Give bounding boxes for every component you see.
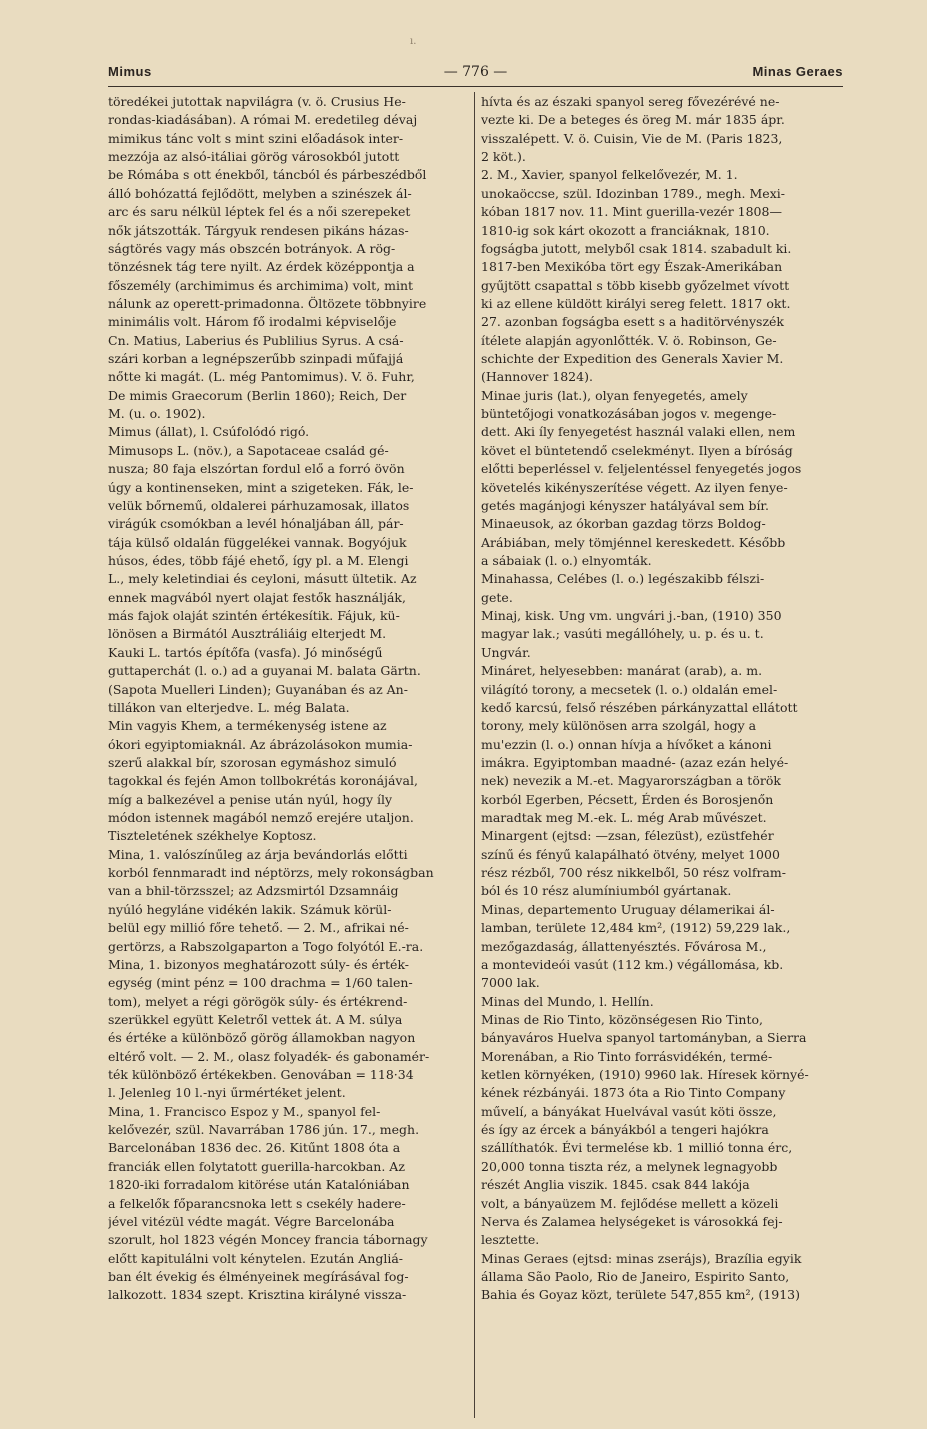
right-column-line: maradtak meg M.-ek. L. még Arab művészet. [481, 810, 767, 826]
left-column-line: velük bőrnemű, oldalerei párhuzamosak, illatos [108, 497, 410, 513]
page-header [108, 64, 843, 84]
right-column-line: Minargent (ejtsd: —zsan, félezüst), ezüstfehér [481, 828, 774, 844]
right-column-line: fogságba jutott, melyből csak 1814. szabadult ki. [481, 240, 792, 256]
scan-artifact: ı. [410, 36, 417, 47]
left-column-line: ték különböző értékekben. Genovában = 118·34 [108, 1067, 414, 1083]
left-column-line: franciák ellen folytatott guerilla-harcokban. Az [108, 1158, 405, 1174]
left-column-line: szerű alakkal bír, szorosan egymáshoz simuló [108, 754, 397, 770]
right-column-line: bányaváros Huelva spanyol tartományban, a Sierra [481, 1030, 807, 1046]
left-column-line: szerükkel együtt Keletről vettek át. A M. súlya [108, 1011, 403, 1027]
left-column-line: l. Jelenleg 10 l.-nyi űrmértéket jelent. [108, 1085, 346, 1101]
running-head-left: Mimus [108, 64, 152, 79]
left-column-line: töredékei jutottak napvilágra (v. ö. Crusius He- [108, 94, 406, 109]
header-rule [108, 86, 843, 87]
right-column-line: előtti beperléssel v. feljelentéssel fenyegetés jogos [481, 461, 802, 477]
right-column-line: 20,000 tonna tiszta réz, a melynek legnagyobb [481, 1158, 778, 1174]
left-column-line: ban élt évekig és élményeinek megírásával fog- [108, 1269, 409, 1284]
right-column-line: (Hannover 1824). [481, 369, 593, 385]
left-column-line: mezzója az alsó-itáliai görög városokból jutott [108, 149, 400, 165]
left-column-line: szári korban a legnépszerűbb szinpadi műfajjá [108, 351, 404, 367]
right-column-line: visszalépett. V. ö. Cuisin, Vie de M. (Paris 1823, [481, 130, 783, 146]
left-column-line: úgy a kontinenseken, mint a szigeteken. Fák, le- [108, 479, 414, 495]
right-column-line: ki az ellene küldött királyi sereg felett. 1817 okt. [481, 295, 791, 311]
right-column-line: művelí, a bányákat Huelvával vasút köti össze, [481, 1103, 777, 1119]
left-column-line: egység (mint pénz = 100 drachma = 1/60 talen- [108, 975, 413, 991]
left-column-line: ságtörés vagy más obszcén botrányok. A rög- [108, 240, 396, 256]
right-column-line: Arábiában, mely tömjénnel kereskedett. Később [481, 534, 786, 550]
right-column-line: a sábaiak (l. o.) elnyomták. [481, 552, 652, 568]
left-column-line: tönzésnek tág tere nyilt. Az érdek középpontja a [108, 259, 415, 275]
right-column-line: Minahassa, Celébes (l. o.) legészakibb félszi- [481, 571, 765, 587]
right-column-line: kóban 1817 nov. 11. Mint guerilla-vezér 1808— [481, 204, 782, 220]
left-column-line: Mimusops L. (növ.), a Sapotaceae család gé- [108, 442, 389, 458]
left-column-line: eltérő volt. — 2. M., olasz folyadék- és gabonamér- [108, 1048, 430, 1064]
left-column-line: Cn. Matius, Laberius és Publilius Syrus. A csá- [108, 332, 404, 348]
right-column-line: követ el büntetendő cselekményt. Ilyen a bíróság [481, 442, 793, 458]
left-column-line: ókori egyiptomiaknál. Az ábrázolásokon mumia- [108, 736, 413, 752]
left-column-line: más fajok olaját szintén értékesítik. Fájuk, kü- [108, 608, 400, 624]
right-column-line: Ungvár. [481, 644, 531, 660]
left-column-line: ennek magvából nyert olajat festők használják, [108, 589, 406, 605]
right-column-line: 1810-ig sok kárt okozott a franciáknak, 1810. [481, 222, 770, 238]
running-head-right: Minas Geraes [752, 64, 843, 79]
left-column-line: mimikus tánc volt s mint szini előadások inter- [108, 130, 404, 146]
right-column-line: Minas, departemento Uruguay délamerikai ál- [481, 901, 775, 917]
right-column-line: a montevideói vasút (112 km.) végállomása, kb. [481, 956, 784, 972]
column-separator [474, 92, 475, 1418]
right-column-line: 2 köt.). [481, 149, 526, 165]
right-column-line: Minas Geraes (ejtsd: minas zserájs), Brazília egyik [481, 1250, 802, 1266]
right-column-line: állama São Paolo, Rio de Janeiro, Espirito Santo, [481, 1269, 790, 1284]
right-column-line: mu'ezzin (l. o.) onnan hívja a hívőket a kánoni [481, 736, 772, 752]
left-column-line: tagokkal és fején Amon tollbokrétás koronájával, [108, 773, 418, 789]
right-column-line: nek) nevezik a M.-et. Magyarországban a török [481, 773, 781, 789]
right-column-line: imákra. Egyiptomban maadné- (azaz ezán helyé- [481, 754, 789, 770]
left-column-line: korból fennmaradt ind néptörzs, mely rokonságban [108, 865, 434, 881]
left-column-line: jével vitézül védte magát. Végre Barcelonába [108, 1213, 395, 1229]
left-column-line: a felkelők főparancsnoka lett s csekély hadere- [108, 1195, 406, 1211]
right-column-line: mezőgazdaság, állattenyésztés. Fővárosa M., [481, 938, 767, 954]
left-column-line: gertörzs, a Rabszolgaparton a Togo folyótól E.-ra. [108, 938, 424, 954]
left-column-line: és értéke a különböző görög államokban nagyon [108, 1030, 416, 1046]
left-column-line: Tiszteletének székhelye Koptosz. [108, 828, 317, 844]
right-column-line: szállíthatók. Évi termelése kb. 1 millió tonna érc, [481, 1140, 793, 1156]
left-column-line: nőtte ki magát. (L. még Pantomimus). V. ö. Fuhr, [108, 369, 415, 385]
right-column-line: rész rézből, 700 rész nikkelből, 50 rész volfram- [481, 865, 786, 881]
page-number: — 776 — [443, 64, 508, 80]
left-column-line: van a bhil-törzsszel; az Adzsmirtól Dzsamnáig [108, 883, 399, 899]
left-column-line: guttaperchát (l. o.) ad a guyanai M. balata Gärtn. [108, 663, 421, 679]
left-column-line: főszemély (archimimus és archimima) volt, mint [108, 277, 414, 293]
right-column-line: schichte der Expedition des Generals Xavier M. [481, 351, 784, 367]
left-column-line: módon istennek magából nemző erejére utaljon. [108, 810, 414, 826]
right-column-line: lamban, területe 12,484 km², (1912) 59,229 lak., [481, 920, 791, 936]
right-column-line: világító torony, a mecsetek (l. o.) oldalán emel- [481, 681, 778, 697]
right-column-line: Minas del Mundo, l. Hellín. [481, 993, 654, 1009]
left-column-line: tája külső oldalán függelékei vannak. Bogyójuk [108, 534, 407, 550]
left-column-line: minimális volt. Három fő irodalmi képviselője [108, 314, 397, 330]
left-column-line: Kauki L. tartós építőfa (vasfa). Jó minőségű [108, 644, 383, 660]
right-column-line: Morenában, a Rio Tinto forrásvidékén, termé- [481, 1048, 773, 1064]
right-column-line: volt, a bányaüzem M. fejlődése mellett a közeli [481, 1195, 779, 1211]
right-column-line: Minae juris (lat.), olyan fenyegetés, amely [481, 387, 748, 403]
right-column-line: ból és 10 rész alumíniumból gyártanak. [481, 883, 732, 899]
right-column-line: 2. M., Xavier, spanyol felkelővezér, M. 1. [481, 167, 738, 183]
right-column-line: korból Egerben, Pécsett, Érden és Borosjenőn [481, 791, 774, 807]
right-column-line: Minaj, kisk. Ung vm. ungvári j.-ban, (1910) 350 [481, 608, 782, 624]
right-column-line: unokaöccse, szül. Idozinban 1789., megh. Mexi- [481, 185, 785, 201]
left-column-line: szorult, hol 1823 végén Moncey francia tábornagy [108, 1232, 428, 1248]
left-column [108, 93, 468, 1305]
left-column-line: előtt kapitulálni volt kénytelen. Ezután Angliá- [108, 1250, 404, 1266]
right-column-line: lesztette. [481, 1232, 540, 1248]
right-column-line: gyűjtött csapattal s több kisebb győzelmet vívott [481, 277, 790, 293]
right-column-line: torony, mely különösen arra szolgál, hogy a [481, 718, 757, 734]
right-column-line: büntetőjogi vonatkozásában jogos v. megenge- [481, 406, 777, 422]
left-column-line: belül egy millió főre tehető. — 2. M., afrikai né- [108, 920, 409, 936]
left-column-line: nyúló hegyláne vidékén lakik. Számuk körül- [108, 901, 392, 917]
left-column-line: Mimus (állat), l. Csúfolódó rigó. [108, 424, 310, 440]
left-column-line: L., mely keletindiai és ceyloni, másutt ültetik. Az [108, 571, 417, 587]
right-column-line: getés magánjogi kényszer hatályával sem bír. [481, 497, 770, 513]
right-column-line: követelés kikényszerítése végett. Az ilyen fenye- [481, 479, 788, 495]
left-column-line: De mimis Graecorum (Berlin 1860); Reich, Der [108, 387, 407, 403]
left-column-line: tom), melyet a régi görögök súly- és értékrend- [108, 993, 408, 1009]
right-column-line: dett. Aki íly fenyegetést használ valaki ellen, nem [481, 424, 796, 440]
right-column-line: Bahia és Goyaz közt, területe 547,855 km², (1913) [481, 1287, 800, 1303]
left-column-line: Mina, 1. valószínűleg az árja bevándorlás előtti [108, 846, 408, 862]
left-column-line: álló bohózattá fejlődött, melyben a szinészek ál- [108, 185, 412, 201]
left-column-line: nusza; 80 faja elszórtan fordul elő a forró övön [108, 461, 405, 477]
right-column-line: kének rézbányái. 1873 óta a Rio Tinto Company [481, 1085, 786, 1101]
left-column-line: tillákon van elterjedve. L. még Balata. [108, 699, 350, 715]
left-column-line: be Rómába s ott énekből, táncból és párbeszédből [108, 167, 427, 183]
left-column-line: 1820-iki forradalom kitörése után Katalóniában [108, 1177, 410, 1193]
left-column-line: Min vagyis Khem, a termékenység istene az [108, 718, 387, 734]
left-column-line: (Sapota Muelleri Linden); Guyanában és az An- [108, 681, 408, 697]
right-column-line: és így az ércek a bányákból a tengeri hajókra [481, 1122, 769, 1138]
right-column-line: ítélete alapján agyonlőtték. V. ö. Robinson, Ge- [481, 332, 777, 348]
left-column-line: Mina, 1. bizonyos meghatározott súly- és érték- [108, 956, 410, 972]
right-column-line: Mináret, helyesebben: manárat (arab), a. m. [481, 663, 763, 679]
left-column-line: kelővezér, szül. Navarrában 1786 jún. 17., megh. [108, 1122, 420, 1138]
right-column-line: 1817-ben Mexikóba tört egy Észak-Amerikában [481, 259, 783, 275]
right-column-line: magyar lak.; vasúti megállóhely, u. p. és u. t. [481, 626, 764, 642]
right-column-line: részét Anglia viszik. 1845. csak 844 lakója [481, 1177, 750, 1193]
right-column-line: Minaeusok, az ókorban gazdag törzs Boldog- [481, 516, 766, 532]
right-column [481, 93, 843, 1305]
right-column-line: gete. [481, 589, 513, 605]
right-column-line: ketlen környéken, (1910) 9960 lak. Híresek környé- [481, 1067, 809, 1083]
right-column-line: Nerva és Zalamea helységeket is városokká fej- [481, 1213, 783, 1229]
right-column-line: Minas de Rio Tinto, közönségesen Rio Tinto, [481, 1011, 763, 1027]
left-column-line: lönösen a Birmától Ausztráliáig elterjedt M. [108, 626, 387, 642]
right-column-line: hívta és az északi spanyol sereg fővezérévé ne- [481, 94, 780, 109]
left-column-line: míg a balkezével a penise után nyúl, hogy íly [108, 791, 393, 807]
left-column-line: nők játszották. Tárgyuk rendesen pikáns házas- [108, 222, 409, 238]
right-column-line: 7000 lak. [481, 975, 540, 991]
left-column-line: Mina, 1. Francisco Espoz y M., spanyol fel- [108, 1103, 381, 1119]
left-column-line: nálunk az operett-primadonna. Öltözete többnyire [108, 295, 427, 311]
left-column-line: rondas-kiadásában). A római M. eredetileg dévaj [108, 112, 418, 128]
left-column-line: húsos, édes, több fájé ehető, így pl. a M. Elengi [108, 552, 409, 568]
left-column-line: Barcelonában 1836 dec. 26. Kitűnt 1808 óta a [108, 1140, 401, 1156]
left-column-line: arc és saru nélkül léptek fel és a női szerepeket [108, 204, 411, 220]
left-column-line: M. (u. o. 1902). [108, 406, 206, 422]
left-column-line: lalkozott. 1834 szept. Krisztina királyné vissza- [108, 1287, 407, 1303]
right-column-line: színű és fényű kalapálható ötvény, melyet 1000 [481, 846, 780, 862]
right-column-line: kedő karcsú, felső részében párkányzattal ellátott [481, 699, 798, 715]
right-column-line: 27. azonban fogságba esett s a haditörvényszék [481, 314, 785, 330]
left-column-line: virágúk csomókban a levél hónaljában áll, pár- [108, 516, 404, 532]
right-column-line: vezte ki. De a beteges és öreg M. már 1835 ápr. [481, 112, 785, 128]
